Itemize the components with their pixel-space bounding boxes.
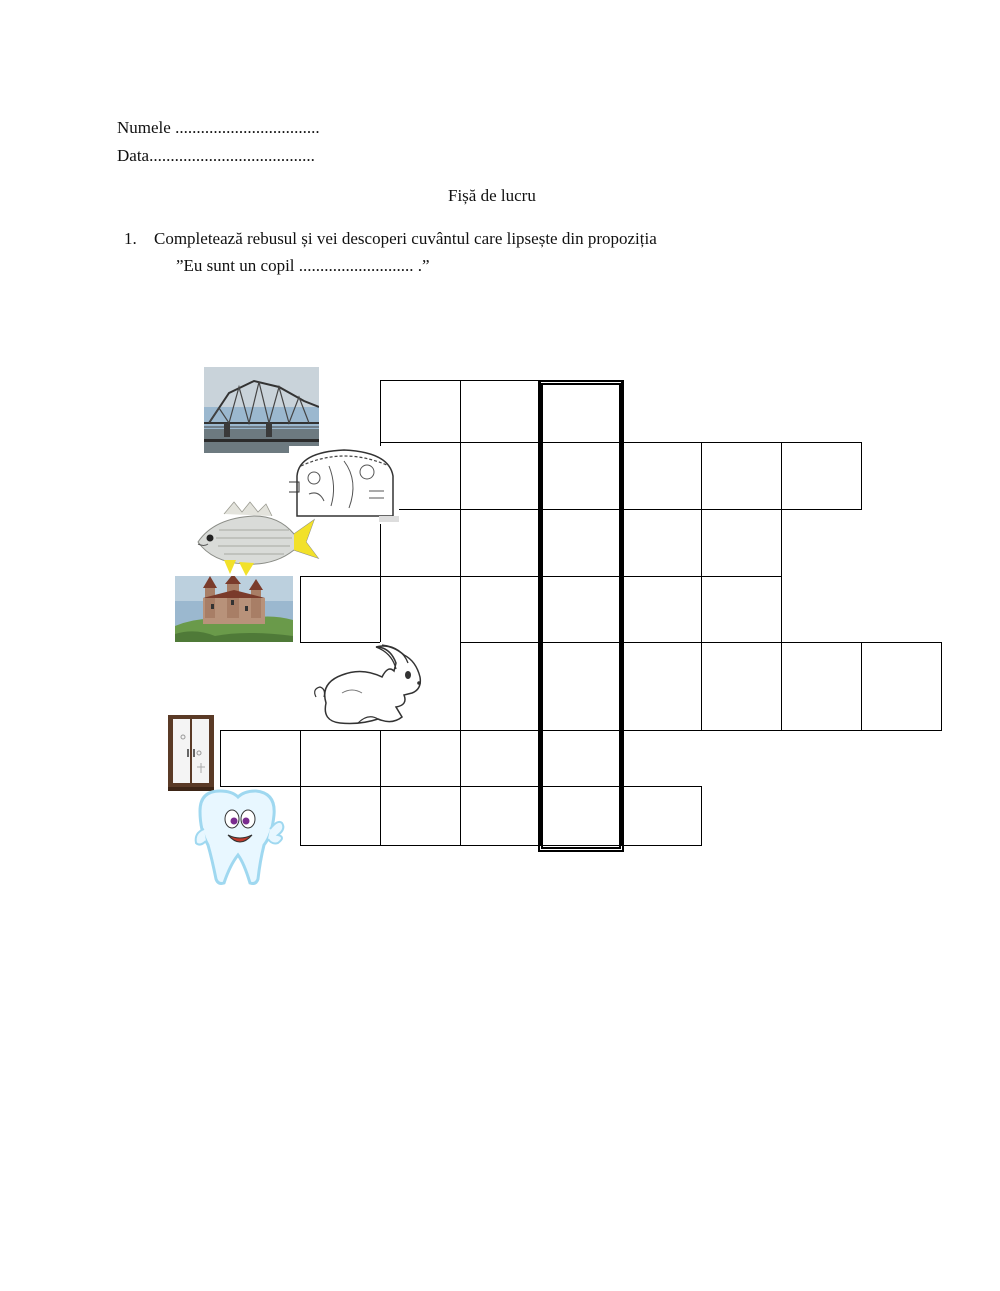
crossword-cell-input[interactable] bbox=[702, 443, 781, 509]
crossword-cell-input[interactable] bbox=[381, 787, 460, 845]
crossword-cell[interactable] bbox=[781, 442, 862, 510]
crossword-cell[interactable] bbox=[460, 509, 541, 577]
tooth-picture bbox=[190, 789, 288, 887]
fish-picture bbox=[194, 500, 320, 578]
crossword-cell[interactable] bbox=[621, 509, 702, 577]
crossword-cell[interactable] bbox=[460, 730, 541, 787]
crossword-cell-input[interactable] bbox=[702, 577, 781, 642]
crossword-cell-input[interactable] bbox=[622, 787, 701, 845]
crossword-cell[interactable] bbox=[220, 730, 301, 787]
crossword-key-cell[interactable] bbox=[540, 576, 622, 643]
crossword-cell[interactable] bbox=[460, 380, 541, 443]
crossword-cell-input[interactable] bbox=[541, 510, 621, 576]
crossword-cell-input[interactable] bbox=[541, 787, 621, 845]
crossword-cell[interactable] bbox=[701, 509, 782, 577]
crossword-cell[interactable] bbox=[460, 576, 541, 643]
worksheet-title: Fișă de lucru bbox=[448, 186, 536, 205]
crossword-cell-input[interactable] bbox=[461, 443, 540, 509]
task-instruction: Completează rebusul și vei descoperi cuvântul care lipsește din propoziția bbox=[154, 229, 657, 248]
crossword-cell-input[interactable] bbox=[541, 443, 621, 509]
crossword-cell[interactable] bbox=[460, 442, 541, 510]
crossword-key-cell[interactable] bbox=[540, 786, 622, 846]
crossword-cell[interactable] bbox=[621, 576, 702, 643]
crossword-cell-input[interactable] bbox=[301, 577, 380, 642]
crossword-cell-input[interactable] bbox=[782, 643, 861, 730]
crossword-cell[interactable] bbox=[380, 786, 461, 846]
crossword-cell-input[interactable] bbox=[461, 787, 540, 845]
crossword-cell[interactable] bbox=[380, 730, 461, 787]
crossword-cell[interactable] bbox=[701, 642, 782, 731]
crossword-cell[interactable] bbox=[380, 576, 461, 643]
crossword-cell-input[interactable] bbox=[862, 643, 941, 730]
crossword-cell-input[interactable] bbox=[622, 643, 701, 730]
date-field-line: Data....................................... bbox=[117, 146, 315, 165]
crossword-key-cell[interactable] bbox=[540, 730, 622, 787]
crossword-cell-input[interactable] bbox=[301, 731, 380, 786]
bridge-picture bbox=[204, 367, 319, 453]
crossword-key-cell[interactable] bbox=[540, 642, 622, 731]
crossword-cell-input[interactable] bbox=[622, 443, 701, 509]
crossword-cell-input[interactable] bbox=[221, 731, 300, 786]
task-number: 1. bbox=[124, 229, 137, 248]
castle-picture bbox=[175, 576, 293, 642]
crossword-cell-input[interactable] bbox=[782, 443, 861, 509]
crossword-cell[interactable] bbox=[621, 442, 702, 510]
crossword-cell[interactable] bbox=[701, 442, 782, 510]
crossword-key-cell[interactable] bbox=[540, 509, 622, 577]
crossword-cell-input[interactable] bbox=[622, 510, 701, 576]
crossword-cell-input[interactable] bbox=[622, 577, 701, 642]
crossword-cell[interactable] bbox=[300, 786, 381, 846]
crossword-cell-input[interactable] bbox=[461, 510, 540, 576]
crossword-cell-input[interactable] bbox=[702, 643, 781, 730]
crossword-cell[interactable] bbox=[300, 576, 381, 643]
crossword-cell-input[interactable] bbox=[541, 381, 621, 442]
crossword-cell[interactable] bbox=[781, 642, 862, 731]
crossword-cell[interactable] bbox=[380, 380, 461, 443]
crossword-cell-input[interactable] bbox=[702, 510, 781, 576]
crossword-cell[interactable] bbox=[460, 786, 541, 846]
missing-word-sentence: ”Eu sunt un copil ........................... .” bbox=[176, 256, 430, 275]
crossword-cell-input[interactable] bbox=[541, 577, 621, 642]
crossword-cell-input[interactable] bbox=[381, 731, 460, 786]
crossword-key-cell[interactable] bbox=[540, 442, 622, 510]
crossword-cell[interactable] bbox=[621, 642, 702, 731]
crossword-cell-input[interactable] bbox=[541, 643, 621, 730]
crossword-cell-input[interactable] bbox=[461, 577, 540, 642]
crossword-cell[interactable] bbox=[621, 786, 702, 846]
crossword-cell-input[interactable] bbox=[461, 381, 540, 442]
crossword-cell-input[interactable] bbox=[301, 787, 380, 845]
crossword-key-cell[interactable] bbox=[540, 380, 622, 443]
crossword-cell[interactable] bbox=[861, 642, 942, 731]
crossword-cell-input[interactable] bbox=[381, 381, 460, 442]
crossword-cell[interactable] bbox=[701, 576, 782, 643]
rabbit-picture bbox=[312, 643, 424, 729]
crossword-cell-input[interactable] bbox=[541, 731, 621, 786]
wardrobe-picture bbox=[165, 713, 217, 791]
name-field-line: Numele .................................. bbox=[117, 118, 320, 137]
crossword-cell[interactable] bbox=[460, 642, 541, 731]
crossword-cell-input[interactable] bbox=[461, 731, 540, 786]
crossword-cell[interactable] bbox=[300, 730, 381, 787]
crossword-cell-input[interactable] bbox=[461, 643, 540, 730]
crossword-cell-input[interactable] bbox=[381, 577, 460, 642]
